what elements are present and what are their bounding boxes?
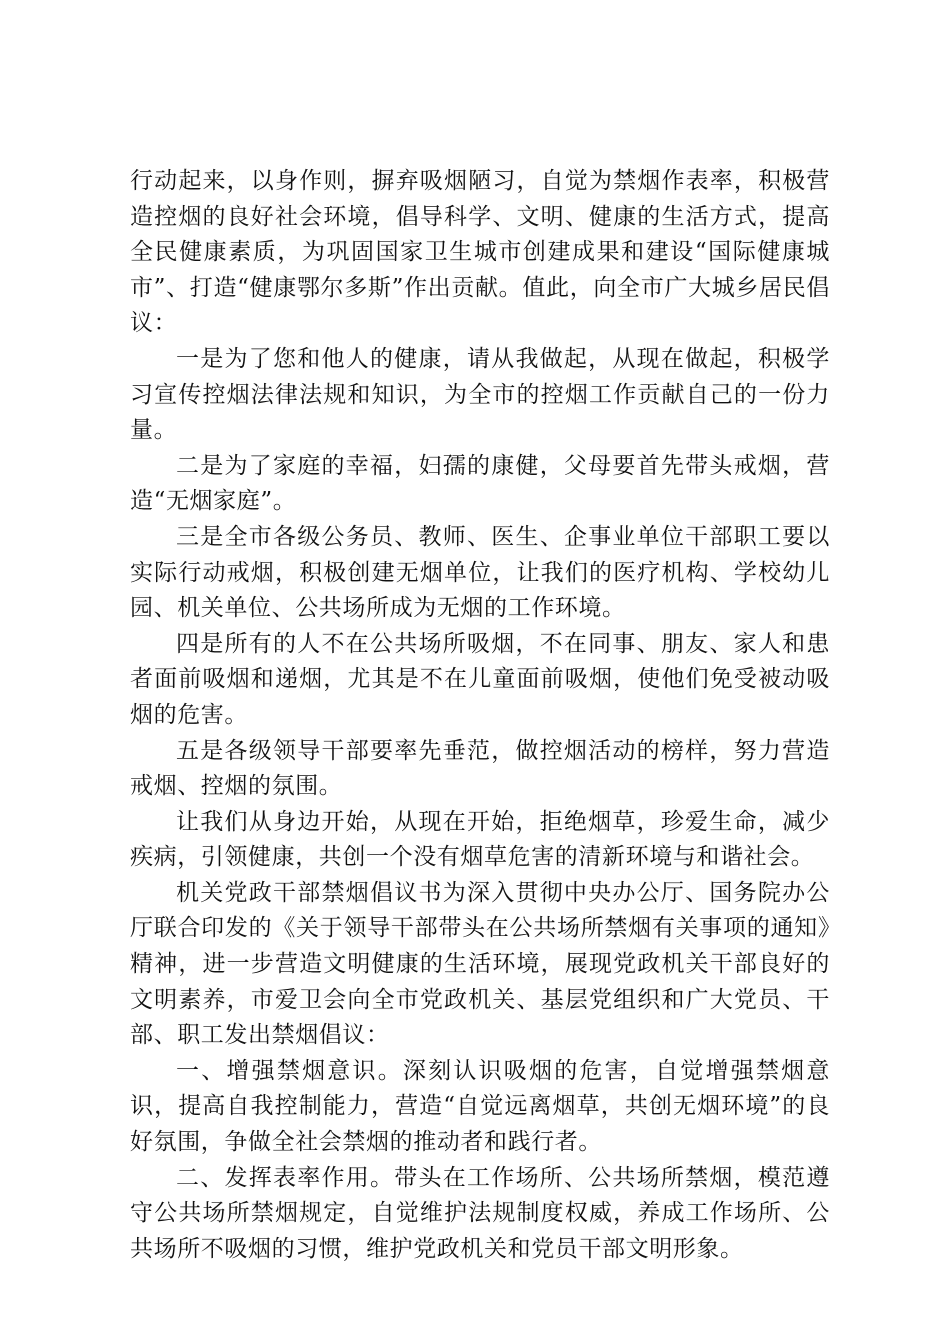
paragraph-item-4: 四是所有的人不在公共场所吸烟，不在同事、朋友、家人和患者面前吸烟和递烟，尤其是不在儿童面前吸烟，使他们免受被动吸烟的危害。	[130, 630, 830, 728]
paragraph-proposal-2: 二、发挥表率作用。带头在工作场所、公共场所禁烟，模范遵守公共场所禁烟规定，自觉维护法规制度权威，养成工作场所、公共场所不吸烟的习惯，维护党政机关和党员干部文明形象。	[130, 1164, 830, 1262]
paragraph-item-1: 一是为了您和他人的健康，请从我做起，从现在做起，积极学习宣传控烟法律法规和知识，为全市的控烟工作贡献自己的一份力量。	[130, 345, 830, 444]
paragraph-proposal-intro: 机关党政干部禁烟倡议书为深入贯彻中央办公厅、国务院办公厅联合印发的《关于领导干部带头在公共场所禁烟有关事项的通知》精神，进一步营造文明健康的生活环境，展现党政机关干部良好的文明素养，市爱卫会向全市党政机关、基层党组织和广大党员、干部、职工发出禁烟倡议：	[130, 879, 830, 1049]
document-body	[130, 164, 830, 1267]
paragraph-closing: 让我们从身边开始，从现在开始，拒绝烟草，珍爱生命，减少疾病，引领健康，共创一个没有烟草危害的清新环境与和谐社会。	[130, 808, 830, 871]
paragraph-intro: 行动起来，以身作则，摒弃吸烟陋习，自觉为禁烟作表率，积极营造控烟的良好社会环境，倡导科学、文明、健康的生活方式，提高全民健康素质，为巩固国家卫生城市创建成果和建设“国际健康城市”、打造“健康鄂尔多斯”作出贡献。值此，向全市广大城乡居民倡议：	[130, 168, 830, 337]
paragraph-item-3: 三是全市各级公务员、教师、医生、企事业单位干部职工要以实际行动戒烟，积极创建无烟单位，让我们的医疗机构、学校幼儿园、机关单位、公共场所成为无烟的工作环境。	[130, 523, 830, 622]
paragraph-proposal-1: 一、增强禁烟意识。深刻认识吸烟的危害，自觉增强禁烟意识，提高自我控制能力，营造“自觉远离烟草，共创无烟环境”的良好氛围，争做全社会禁烟的推动者和践行者。	[130, 1057, 830, 1156]
paragraph-item-2: 二是为了家庭的幸福，妇孺的康健，父母要首先带头戒烟，营造“无烟家庭”。	[130, 452, 830, 515]
paragraph-item-5: 五是各级领导干部要率先垂范，做控烟活动的榜样，努力营造戒烟、控烟的氛围。	[130, 737, 830, 800]
